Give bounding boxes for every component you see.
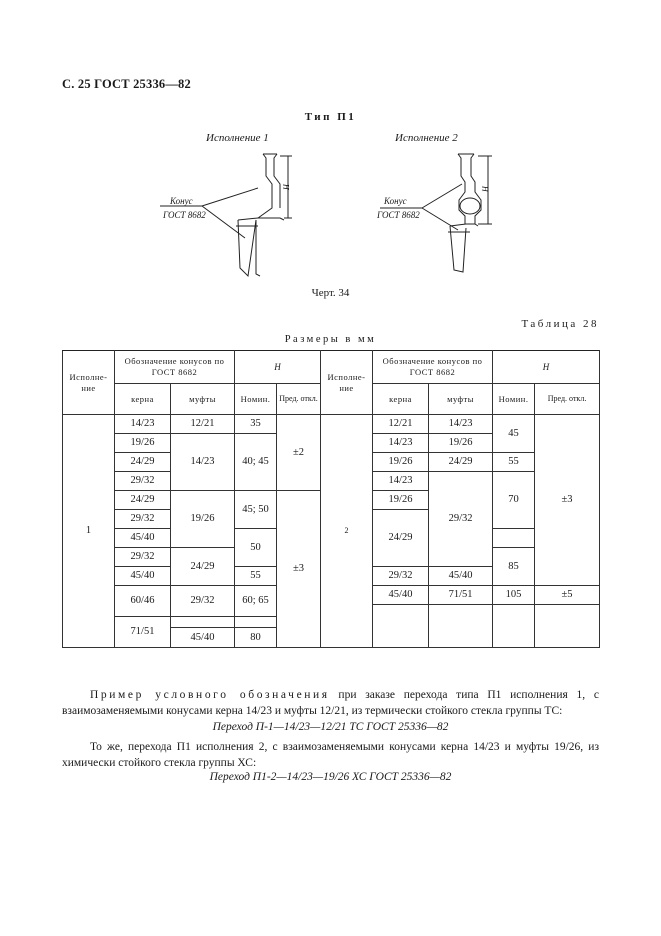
dim-h-2: Н	[481, 186, 490, 192]
col-variant-left: Исполне-ние	[63, 351, 115, 415]
left-muft: 14/23	[171, 434, 235, 491]
cone-label-2a: Конус	[384, 196, 407, 206]
left-muft: 29/32	[171, 586, 235, 617]
left-muft: 12/21	[171, 415, 235, 434]
right-kern: 29/32	[373, 567, 429, 586]
cone-label-2b: ГОСТ 8682	[377, 210, 420, 220]
col-muft-left: муфты	[171, 384, 235, 415]
cone-label-1a: Конус	[170, 196, 193, 206]
left-nom: 80	[235, 628, 277, 648]
left-nom: 55	[235, 567, 277, 586]
right-kern: 19/26	[373, 491, 429, 510]
col-cones-left: Обозначение конусов по ГОСТ 8682	[115, 351, 235, 384]
left-kern: 71/51	[115, 617, 171, 648]
left-kern: 14/23	[115, 415, 171, 434]
right-muft: 14/23	[429, 415, 493, 434]
right-nom: 85	[493, 548, 535, 586]
col-h-left: Н	[235, 351, 321, 384]
left-nom: 40; 45	[235, 434, 277, 491]
right-nom: 55	[493, 453, 535, 472]
dim-h-1: Н	[282, 184, 291, 190]
right-tol: ±3	[535, 415, 600, 586]
right-kern: 14/23	[373, 472, 429, 491]
right-kern: 12/21	[373, 415, 429, 434]
right-tol: ±5	[535, 586, 600, 605]
col-tol-right: Пред. откл.	[535, 384, 600, 415]
right-muft: 19/26	[429, 434, 493, 453]
right-kern: 19/26	[373, 453, 429, 472]
example-intro: Пример условного обозначения	[90, 689, 330, 701]
right-variant-cell: 2	[321, 415, 373, 648]
left-kern: 24/29	[115, 453, 171, 472]
example-paragraph-1	[62, 687, 599, 719]
page-header: С. 25 ГОСТ 25336—82	[62, 77, 191, 91]
example-text-1: при заказе перехода типа П1 исполнения 1, с взаимозаменяемыми конусами керна 14/23 и муфты 12/21, из термически стойкого стекла группы ТС:	[62, 689, 599, 717]
left-nom: 50	[235, 529, 277, 567]
dimensions-table	[62, 350, 600, 648]
sizes-label: Размеры в мм	[284, 334, 377, 345]
left-muft: 19/26	[171, 491, 235, 548]
left-nom: 45; 50	[235, 491, 277, 529]
right-kern: 14/23	[373, 434, 429, 453]
col-nom-left: Номин.	[235, 384, 277, 415]
left-kern: 29/32	[115, 548, 171, 567]
right-kern: 45/40	[373, 586, 429, 605]
right-nom: 45	[493, 415, 535, 453]
col-kern-left: керна	[115, 384, 171, 415]
example-paragraph-2: То же, перехода П1 исполнения 2, с взаимозаменяемыми конусами керна 14/23 и муфты 19/26, из химически стойкого стекла группы ХС:	[62, 741, 599, 769]
col-nom-right: Номин.	[493, 384, 535, 415]
type-title: Тип П1	[304, 111, 357, 123]
col-h-right: Н	[493, 351, 600, 384]
col-variant-right: Исполне-ние	[321, 351, 373, 415]
right-muft: 29/32	[429, 472, 493, 567]
left-kern: 24/29	[115, 491, 171, 510]
left-variant-cell: 1	[63, 415, 115, 648]
example-formula-2: Переход П1-2—14/23—19/26 ХС ГОСТ 25336—82	[209, 771, 452, 783]
figure-caption: Черт. 34	[311, 287, 350, 299]
right-muft: 71/51	[429, 586, 493, 605]
variant2-label: Исполнение 2	[395, 132, 458, 144]
cone-label-1b: ГОСТ 8682	[163, 210, 206, 220]
left-kern: 19/26	[115, 434, 171, 453]
right-kern: 24/29	[373, 510, 429, 567]
right-nom: 70	[493, 472, 535, 529]
right-nom: 105	[493, 586, 535, 605]
left-nom: 35	[235, 415, 277, 434]
left-kern: 29/32	[115, 510, 171, 529]
left-kern: 45/40	[115, 567, 171, 586]
left-kern: 60/46	[115, 586, 171, 617]
right-muft: 45/40	[429, 567, 493, 586]
left-muft: 45/40	[171, 628, 235, 648]
left-tol: ±3	[277, 491, 321, 648]
col-kern-right: керна	[373, 384, 429, 415]
left-kern: 29/32	[115, 472, 171, 491]
left-kern: 45/40	[115, 529, 171, 548]
col-cones-right: Обозначение конусов по ГОСТ 8682	[373, 351, 493, 384]
variant1-label: Исполнение 1	[206, 132, 269, 144]
left-muft: 24/29	[171, 548, 235, 586]
col-muft-right: муфты	[429, 384, 493, 415]
right-muft: 24/29	[429, 453, 493, 472]
example-formula-1: Переход П-1—14/23—12/21 ТС ГОСТ 25336—82	[212, 721, 449, 733]
table-label: Таблица 28	[521, 318, 599, 330]
left-tol: ±2	[277, 415, 321, 491]
col-tol-left: Пред. откл.	[277, 384, 321, 415]
left-nom: 60; 65	[235, 586, 277, 617]
